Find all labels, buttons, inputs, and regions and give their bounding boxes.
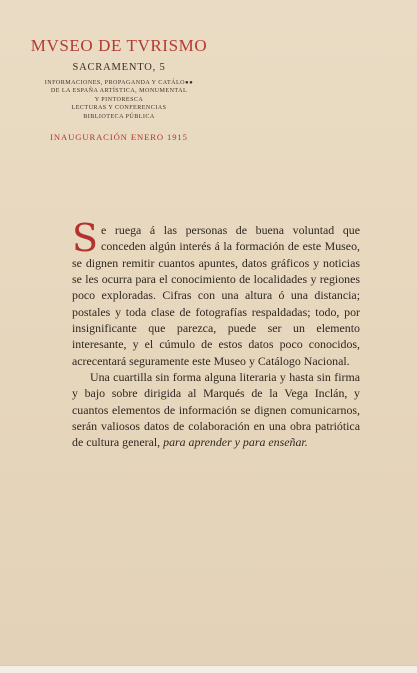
services-line: LECTURAS Y CONFERENCIAS bbox=[71, 105, 167, 112]
services-line: Y PINTORESCA bbox=[94, 96, 144, 103]
museum-name: MVSEO DE TVRISMO bbox=[30, 36, 208, 55]
services-line: BIBLIOTECA PÚBLICA bbox=[83, 113, 155, 120]
motto: para aprender y para enseñar. bbox=[163, 435, 308, 450]
paragraph-2 bbox=[72, 369, 360, 451]
letterhead bbox=[0, 36, 238, 142]
drop-cap: S bbox=[72, 216, 99, 260]
paragraph-1 bbox=[72, 216, 360, 369]
letterhead-services bbox=[0, 79, 238, 121]
inauguration-date: INAUGURACIÓN ENERO 1915 bbox=[50, 132, 188, 143]
services-line: DE LA ESPAÑA ARTÍSTICA, MONUMENTAL bbox=[50, 88, 188, 95]
paragraph-1-text: e ruega á las personas de buena voluntad que conceden algún interés á la formación de este Museo, se dignen remitir cuantos apuntes, datos gráficos y noticias se les ocurra para el conocimiento de localidades y regiones poco exploradas. Cifras con una altura ó una distancia; postales y toda clase de fotografías respaldadas; todo, por insignificante que parezca, puede ser un elemento interesante, y el cúmulo de estos datos poco conocidos, acrecentará seguramente este Museo y Catálogo Nacional. bbox=[72, 223, 360, 368]
paragraph-2-text: Una cuartilla sin forma alguna literaria y hasta sin firma y bajo sobre dirigida al Marqués de la Vega Inclán, y cuantos elementos de información se dignen comunicarnos, serán valiosos datos de colaboración en una obra patriótica de cultura general, bbox=[72, 370, 360, 450]
address: SACRAMENTO, 5 bbox=[72, 62, 166, 73]
page-bottom-edge bbox=[0, 665, 417, 673]
body-text bbox=[72, 216, 360, 451]
services-line: INFORMACIONES, PROPAGANDA Y CATÁLO●● bbox=[44, 80, 194, 86]
